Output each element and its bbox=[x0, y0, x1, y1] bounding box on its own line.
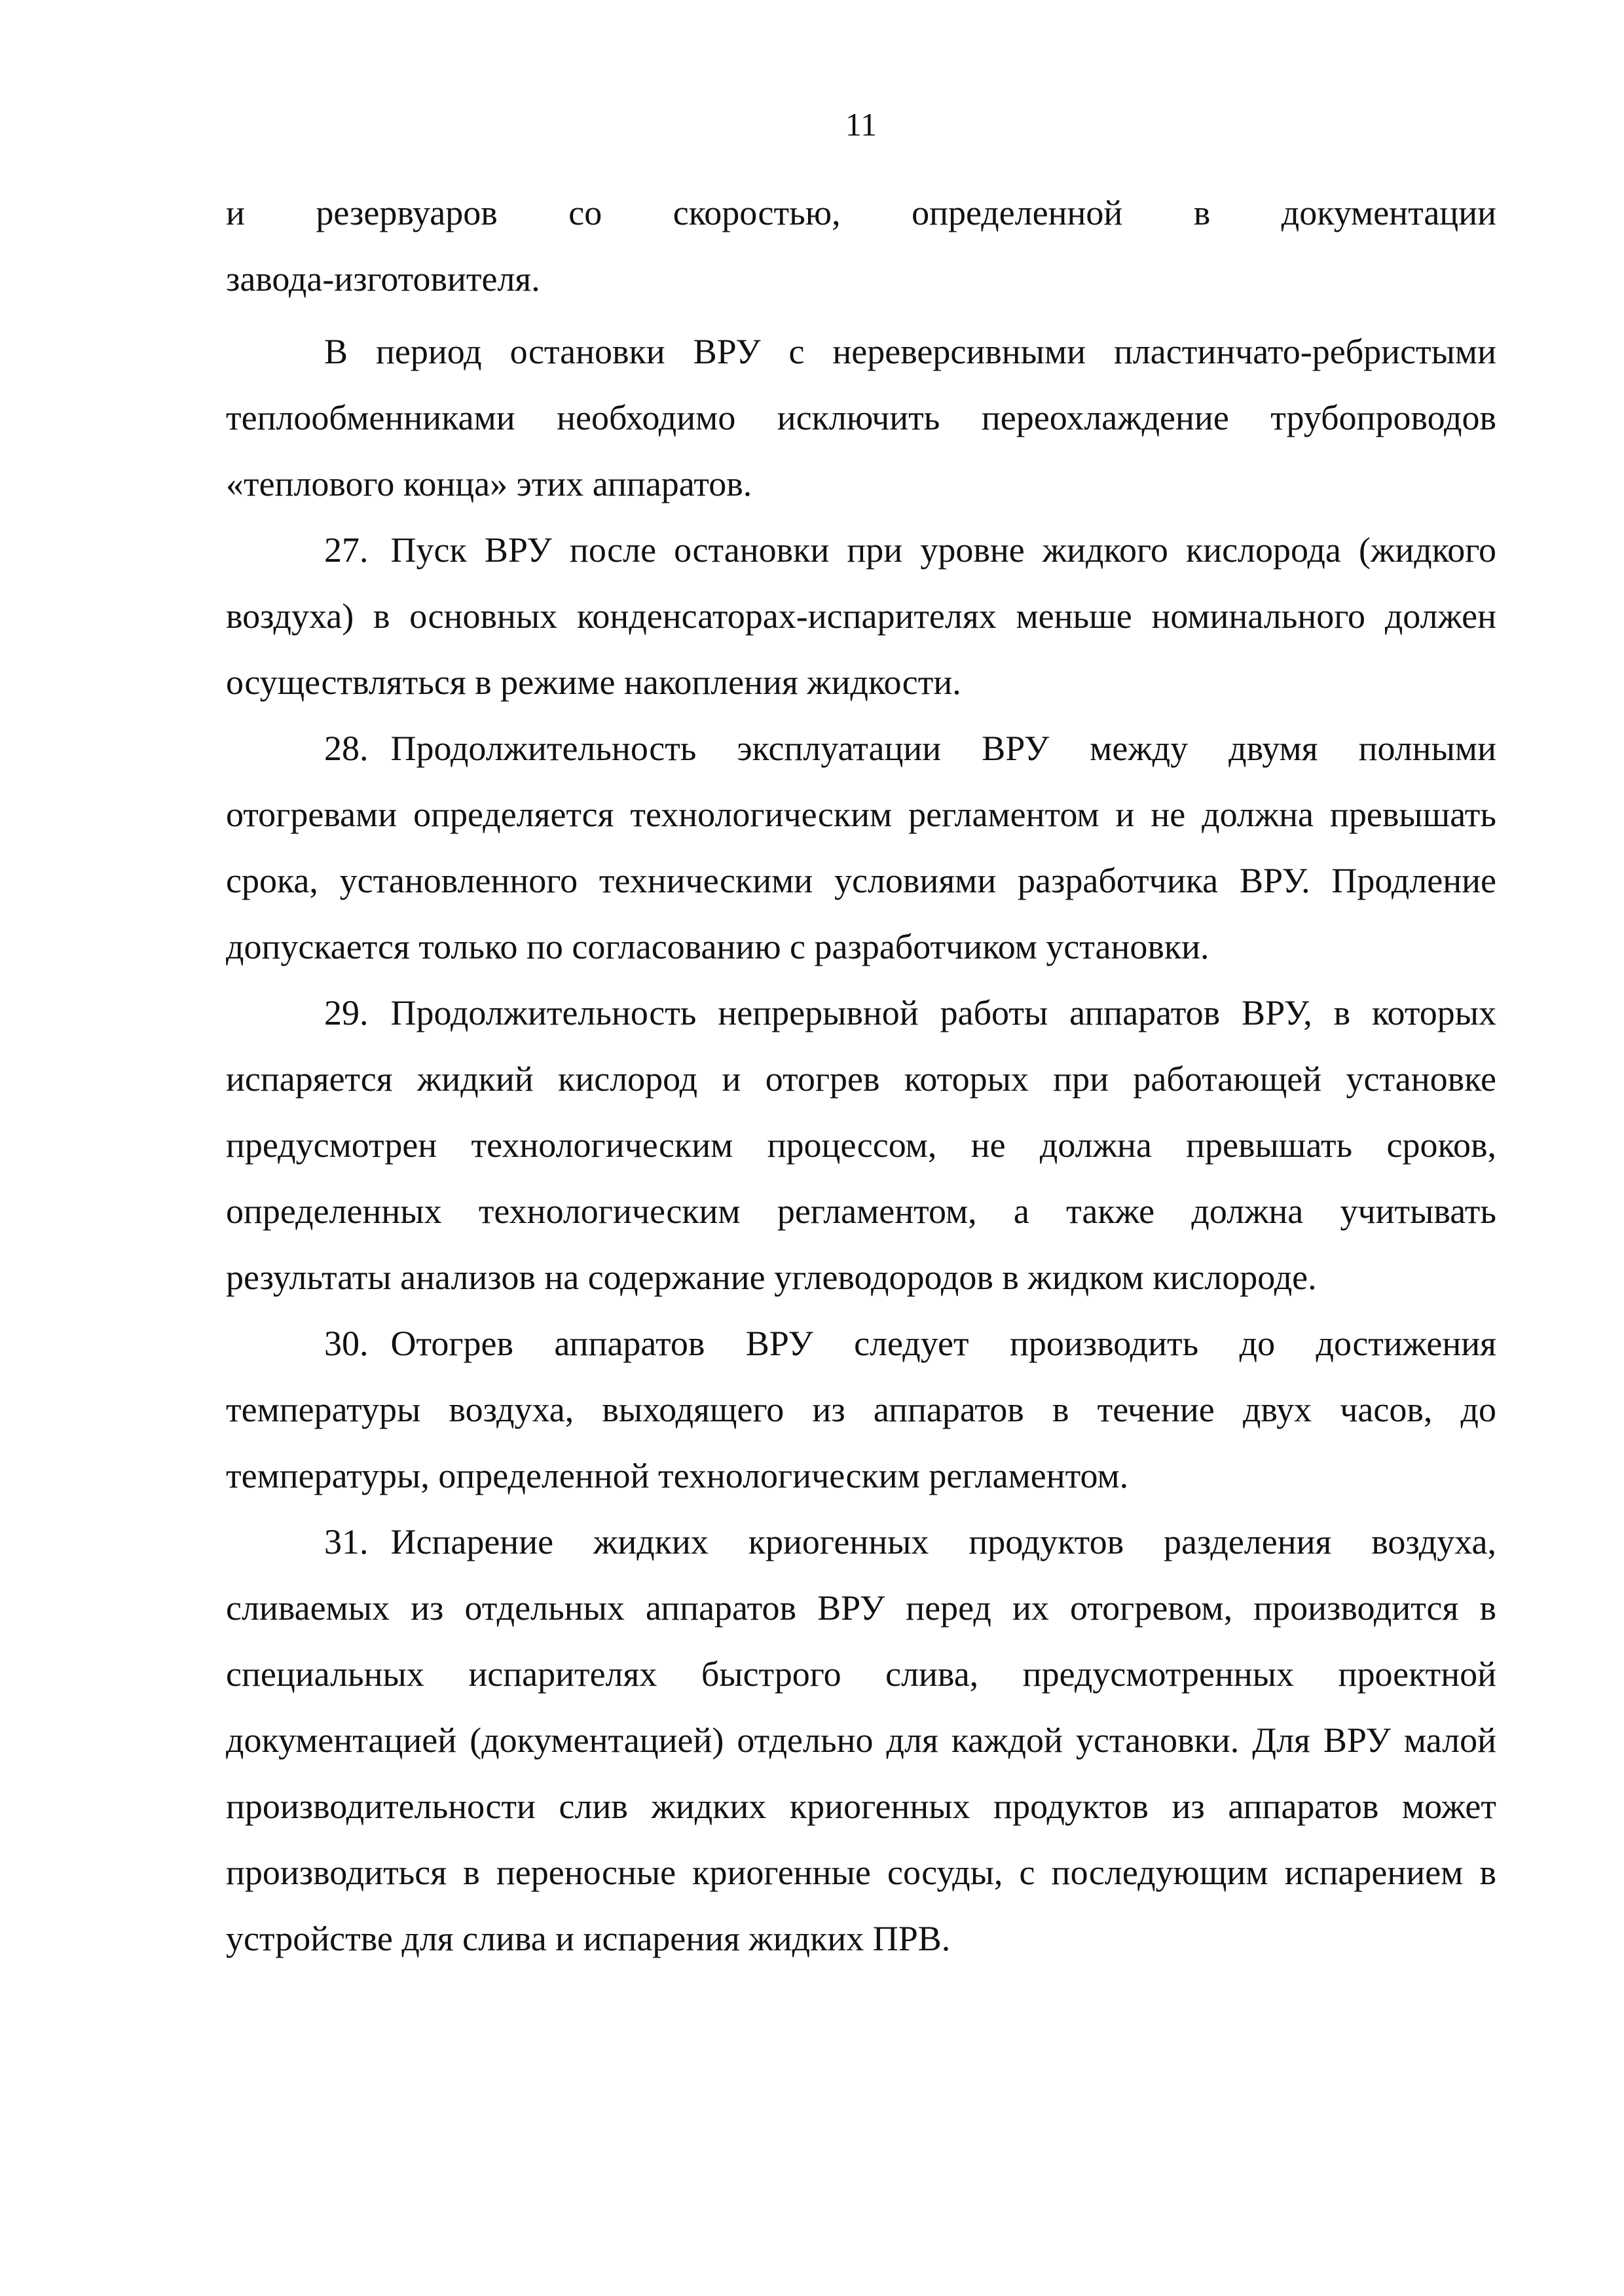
paragraph-shutdown-note: В период остановки ВРУ с нереверсивными пластинчато-ребристыми теплообменниками необходимо исключить переохлаждение трубопроводов «теплового конца» этих аппаратов. bbox=[226, 332, 1496, 503]
paragraph-31-number: 31. bbox=[324, 1522, 369, 1561]
paragraph-30-text: Отогрев аппаратов ВРУ следует производить до достижения температуры воздуха, выходящего из аппаратов в течение двух часов, до температуры, определенной технологическим регламентом. bbox=[226, 1324, 1496, 1495]
paragraph-30 bbox=[226, 1311, 1496, 1509]
paragraph-29-number: 29. bbox=[324, 993, 369, 1032]
paragraph-29-text: Продолжительность непрерывной работы аппаратов ВРУ, в которых испаряется жидкий кислород и отогрев которых при работающей установке предусмотрен технологическим процессом, не должна превышать сроков, определенных технологическим регламентом, а также должна учитывать результаты анализов на содержание углеводородов в жидком кислороде. bbox=[226, 993, 1496, 1297]
paragraph-27-text: Пуск ВРУ после остановки при уровне жидкого кислорода (жидкого воздуха) в основных конденсаторах-испарителях меньше номинального должен осуществляться в режиме накопления жидкости. bbox=[226, 530, 1496, 702]
paragraph-31 bbox=[226, 1509, 1496, 1972]
paragraph-31-text: Испарение жидких криогенных продуктов разделения воздуха, сливаемых из отдельных аппаратов ВРУ перед их отогревом, производится в специальных испарителях быстрого слива, предусмотренных проектной документацией (документацией) отдельно для каждой установки. Для ВРУ малой производительности слив жидких криогенных продуктов из аппаратов может производиться в переносные криогенные сосуды, с последующим испарением в устройстве для слива и испарения жидких ПРВ. bbox=[226, 1522, 1496, 1958]
paragraph-30-number: 30. bbox=[324, 1324, 369, 1363]
page-number: 11 bbox=[845, 106, 877, 143]
paragraph-continuation bbox=[226, 180, 1496, 312]
paragraph-28-number: 28. bbox=[324, 729, 369, 768]
paragraph-28 bbox=[226, 716, 1496, 980]
paragraph-continuation-line-1: и резервуаров со скоростью, определенной в документации bbox=[226, 193, 1496, 232]
paragraph-continuation-line-2: завода-изготовителя. bbox=[226, 259, 540, 299]
document-body bbox=[226, 180, 1496, 1972]
paragraph-29 bbox=[226, 980, 1496, 1311]
paragraph-28-text: Продолжительность эксплуатации ВРУ между двумя полными отогревами определяется технологическим регламентом и не должна превышать срока, установленного техническими условиями разработчика ВРУ. Продление допускается только по согласованию с разработчиком установки. bbox=[226, 729, 1496, 966]
paragraph-27-number: 27. bbox=[324, 530, 369, 570]
paragraph-27 bbox=[226, 517, 1496, 716]
